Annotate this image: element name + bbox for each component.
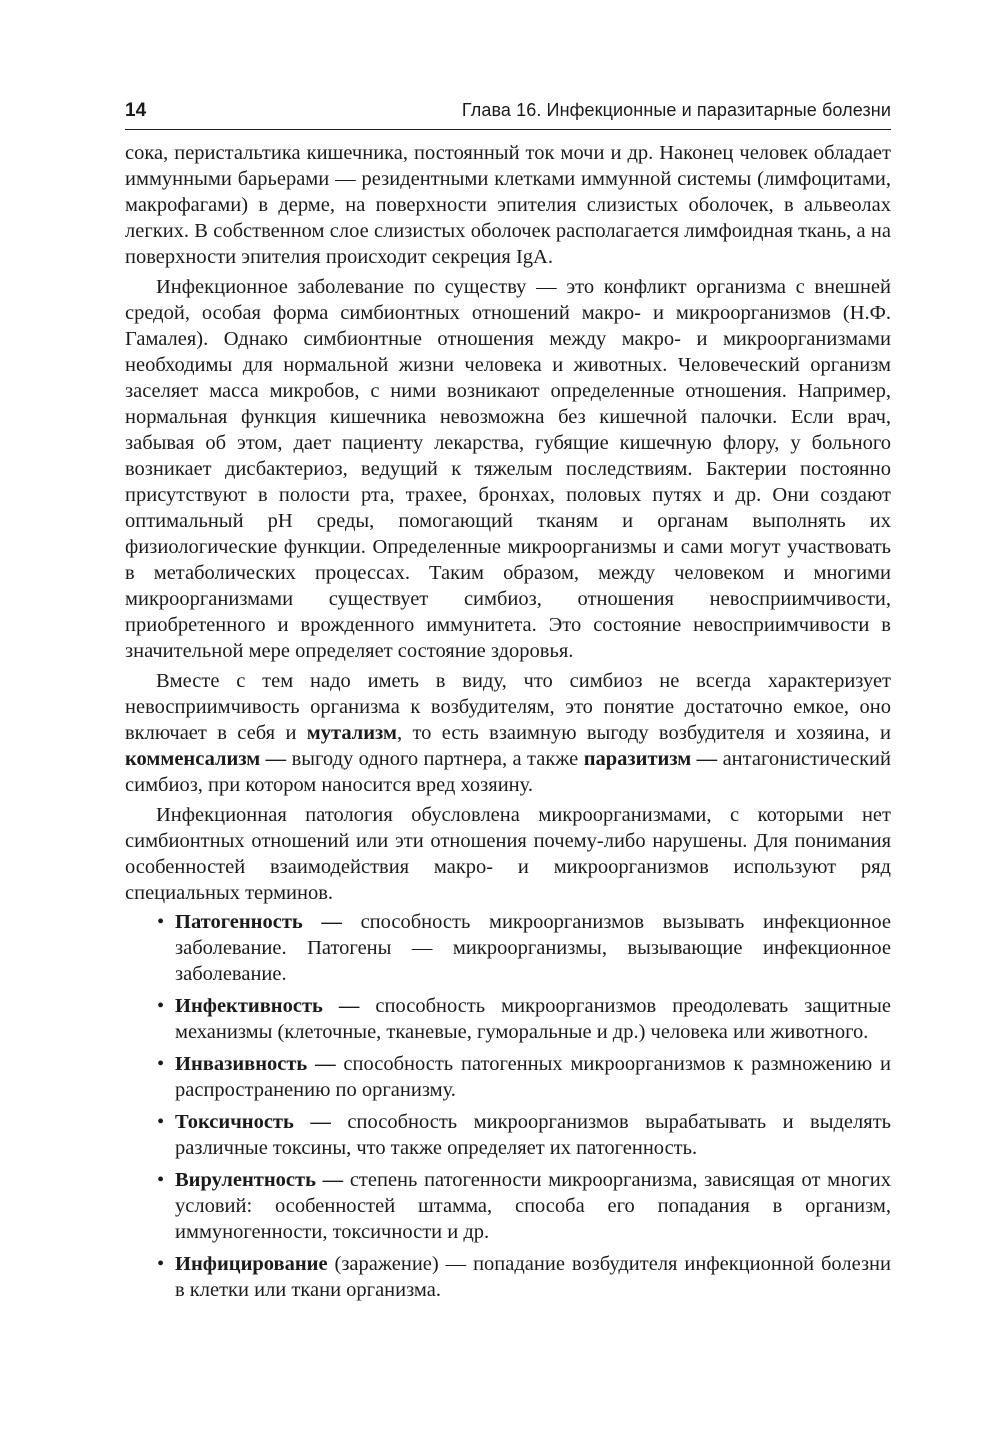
text-run: , то есть взаимную выгоду возбудителя и хозяина, и: [396, 722, 891, 744]
term: Инфицирование: [175, 1253, 328, 1275]
list-item: [175, 909, 891, 987]
running-head: [125, 100, 891, 130]
body-text: [125, 140, 891, 1303]
term: Вирулентность —: [175, 1169, 344, 1191]
definition: способность патогенных микроорганизмов к размножению и распространению по организму.: [175, 1053, 891, 1101]
list-item: [175, 1251, 891, 1303]
chapter-title: Глава 16. Инфекционные и паразитарные болезни: [461, 100, 891, 120]
definition: степень патогенности микроорганизма, зависящая от многих условий: особенностей штамма, способа его попадания в организм, иммуногенности, токсичности и др.: [175, 1169, 891, 1243]
list-item: [175, 993, 891, 1045]
text-run: антагонистический симбиоз, при котором наносится вред хозяину.: [125, 748, 891, 796]
page-number: 14: [125, 100, 147, 121]
term-parasitism: паразитизм —: [583, 748, 718, 770]
term: Инвазивность —: [175, 1053, 336, 1075]
term: Патогенность —: [175, 911, 342, 933]
list-item: [175, 1051, 891, 1103]
text-run: выгоду одного партнера, а также: [286, 748, 584, 770]
paragraph-infection-conflict: Инфекционное заболевание по существу — это конфликт организма с внешней средой, особая форма симбионтных отношений макро- и микроорганизмов (Н.Ф. Гамалея). Однако симбионтные отношения между макро- и микроорганизмами необходимы для нормальной жизни человека и животных. Человеческий организм заселяет масса микробов, с ними возникают определенные отношения. Например, нормальная функция кишечника невозможна без кишечной палочки. Если врач, забывая об этом, дает пациенту лекарства, губящие кишечную флору, у больного возникает дисбактериоз, ведущий к тяжелым последствиям. Бактерии постоянно присутствуют в полости рта, трахее, бронхах, половых путях и др. Они создают оптимальный pH среды, помогающий тканям и органам выполнять их физиологические функции. Определенные микроорганизмы и сами могут участвовать в метаболических процессах. Таким образом, между человеком и многими микроорганизмами существует симбиоз, отношения невосприимчивости, приобретенного и врожденного иммунитета. Это состояние невосприимчивости в значительной мере определяет состояние здоровья.: [125, 276, 891, 662]
term: Инфективность —: [175, 995, 360, 1017]
term-commensalism: комменсализм —: [125, 748, 287, 770]
definition: способность микроорганизмов вырабатывать и выделять различные токсины, что также определяет их патогенность.: [175, 1111, 891, 1159]
definition: способность микроорганизмов преодолевать защитные механизмы (клеточные, тканевые, гуморальные и др.) человека или животного.: [175, 995, 891, 1043]
terms-list: [125, 909, 891, 1303]
term: Токсичность —: [175, 1111, 331, 1133]
definition: способность микроорганизмов вызывать инфекционное заболевание. Патогены — микроорганизмы, вызывающие инфекционное заболевание.: [175, 911, 891, 985]
list-item: [175, 1167, 891, 1245]
term-mutualism: мутализм: [306, 722, 397, 744]
paragraph-pathology: Инфекционная патология обусловлена микроорганизмами, с которыми нет симбионтных отношений или эти отношения почему-либо нарушены. Для понимания особенностей взаимодействия макро- и микроорганизмов используют ряд специальных терминов.: [125, 804, 891, 904]
list-item: [175, 1109, 891, 1161]
definition: (заражение) — попадание возбудителя инфекционной болезни в клетки или ткани организма.: [175, 1253, 891, 1301]
paragraph-continued: сока, перистальтика кишечника, постоянный ток мочи и др. Наконец человек обладает иммунными барьерами — резидентными клетками иммунной системы (лимфоцитами, макрофагами) в дерме, на поверхности эпителия слизистых оболочек, в альвеолах легких. В собственном слое слизистых оболочек располагается лимфоидная ткань, а на поверхности эпителия происходит секреция IgA.: [125, 142, 891, 268]
text-run: Вместе с тем надо иметь в виду, что симбиоз не всегда характеризует невосприимчивость организма к возбудителям, это понятие достаточно емкое, оно включает в себя и: [125, 670, 891, 744]
book-page: [125, 100, 891, 1309]
paragraph-symbiosis: [125, 668, 891, 798]
